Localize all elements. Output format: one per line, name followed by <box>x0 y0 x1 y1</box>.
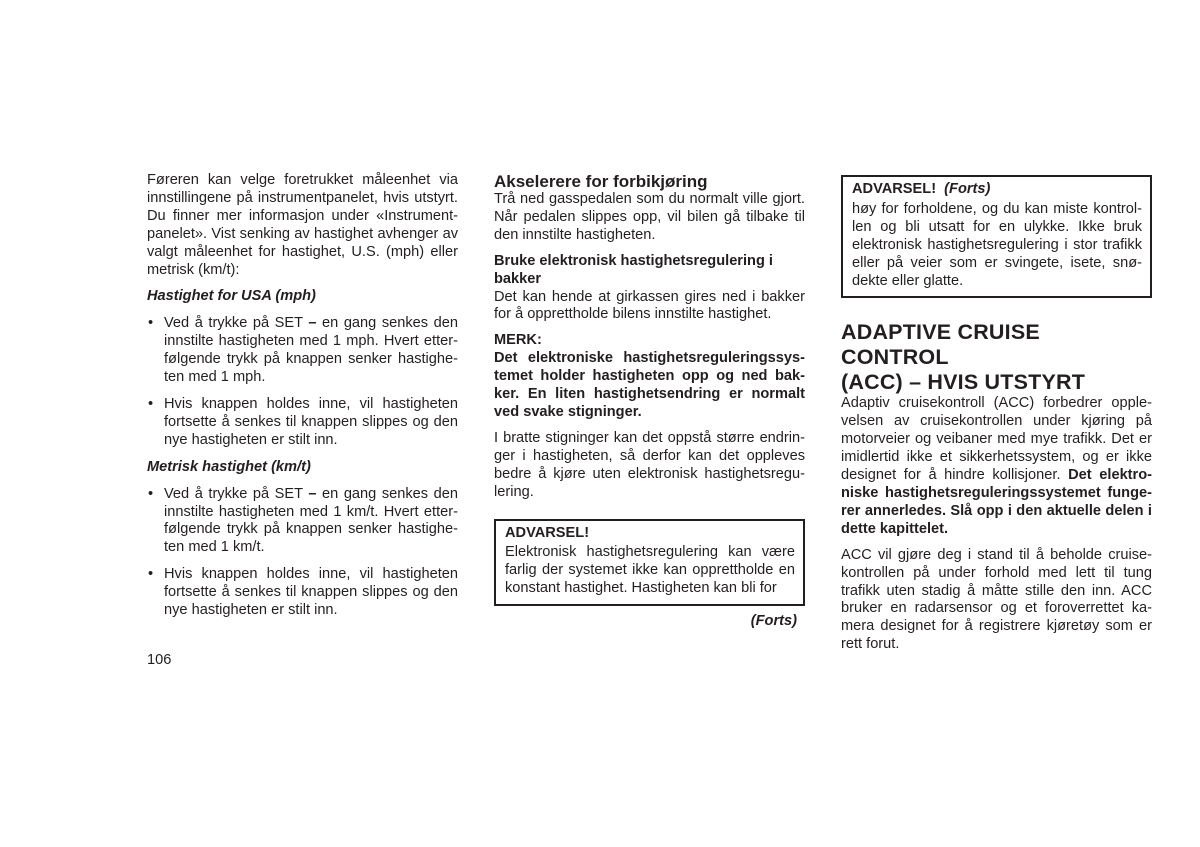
warning-title <box>852 181 1142 199</box>
warning-continued-label: (Forts) <box>944 181 991 197</box>
bullet-icon: • <box>148 566 154 583</box>
middle-column <box>494 172 805 631</box>
continued-label: (Forts) <box>750 613 797 630</box>
list-item <box>147 486 458 558</box>
right-column <box>841 175 1152 654</box>
bullet-icon: • <box>148 395 154 412</box>
warning-box-continued <box>841 175 1152 298</box>
bullet-text: Hvis knappen holdes inne, vil hastigheten fortsette å senkes til knappen slippes og den nye hastigheten er stilt inn. <box>164 395 458 448</box>
warning-text: Elektronisk hastighetsregulering kan være farlig der systemet ikke kan opprettholde en konstant hastighet. Hastigheten kan bli for <box>505 544 795 597</box>
list-item <box>147 566 458 620</box>
paragraph: ACC vil gjøre deg i stand til å beholde cruise-kontrollen på under forhold med lett til tung trafikk uten stadig å måtte stille den inn. ACC bruker en radarsensor og et foroverrettet ka-mera designet for å registrere kjøretøy som er rett forut. <box>841 546 1152 653</box>
bullet-text: Hvis knappen holdes inne, vil hastigheten fortsette å senkes til knappen slippes og den nye hastigheten er stilt inn. <box>164 566 458 619</box>
usa-bullet-list <box>147 315 458 449</box>
section-title <box>841 320 1152 395</box>
bullet-text: en gang senkes den innstilte hastigheten med 1 km/t. Hvert etter-følgende trykk på knappen senker hastighe-ten med 1 km/t. <box>164 485 458 556</box>
section-heading: Akselerere for forbikjøring <box>494 172 708 191</box>
left-column <box>147 172 458 629</box>
bullet-text: Ved å trykke på SET <box>164 485 309 502</box>
warning-text: høy for forholdene, og du kan miste kontrol-len og bli utsatt for en ulykke. Ikke bruk elektronisk hastighetsregulering i stor trafikk eller på veier som er svingete, isete, snø-dekte eller glatte. <box>852 200 1142 289</box>
section-title-line: ADAPTIVE CRUISE CONTROL <box>841 320 1040 370</box>
bullet-icon: • <box>148 485 154 502</box>
list-item <box>147 315 458 387</box>
note-text: Det elektroniske hastighetsreguleringssys-temet holder hastigheten opp og ned bak-ker. En liten hastighetsendring er normalt ved svake stigninger. <box>494 350 805 420</box>
usa-speed-heading: Hastighet for USA (mph) <box>147 288 316 305</box>
warning-title: ADVARSEL! <box>505 524 590 541</box>
warning-box <box>494 519 805 607</box>
note-label: MERK: <box>494 332 542 349</box>
bullet-dash: – <box>308 485 317 502</box>
paragraph: Trå ned gasspedalen som du normalt ville gjort. Når pedalen slippes opp, vil bilen gå tilbake til den innstilte hastigheten. <box>494 191 805 243</box>
bullet-icon: • <box>148 315 154 332</box>
metric-speed-heading: Metrisk hastighet (km/t) <box>147 458 311 475</box>
bullet-text: Ved å trykke på SET <box>164 315 309 332</box>
subheading: Bruke elektronisk hastighetsregulering i bakker <box>494 252 773 287</box>
paragraph <box>841 395 1152 538</box>
metric-bullet-list <box>147 486 458 620</box>
bullet-dash: – <box>308 315 317 332</box>
paragraph-bold-text: Det elektro-niske hastighetsreguleringssystemet funge-rer annerledes. Slå opp i den aktuelle delen i dette kapittelet. <box>841 467 1152 537</box>
paragraph: Det kan hende at girkassen gires ned i bakker for å opprettholde bilens innstilte hastighet. <box>494 288 805 323</box>
section-title-line: (ACC) – HVIS UTSTYRT <box>841 370 1086 395</box>
list-item <box>147 396 458 450</box>
bullet-text: en gang senkes den innstilte hastigheten med 1 mph. Hvert etter-følgende trykk på knappen senker hastighe-ten med 1 mph. <box>164 315 458 386</box>
intro-paragraph: Føreren kan velge foretrukket måleenhet via innstillingene på instrumentpanelet, hvis utstyrt. Du finner mer informasjon under «Instrument-panelet». Vist senking av hastighet avhenger av valgt måleenhet for hastighet, U.S. (mph) eller metrisk (km/t): <box>147 172 458 278</box>
paragraph-text: Adaptiv cruisekontroll (ACC) forbedrer opple-velsen av cruisekontrollen under kjøring på motorveier og veibaner med mye trafikk. Det er imidlertid ikke et sikkerhetssystem, og er ikke designet for å hindre kollisjoner. <box>841 395 1152 484</box>
page-number: 106 <box>147 652 172 668</box>
paragraph: I bratte stigninger kan det oppstå større endrin-ger i hastigheten, så derfor kan det oppleves bedre å kjøre uten elektronisk hastighetsregu-lering. <box>494 429 805 500</box>
warning-label: ADVARSEL! <box>852 181 937 197</box>
